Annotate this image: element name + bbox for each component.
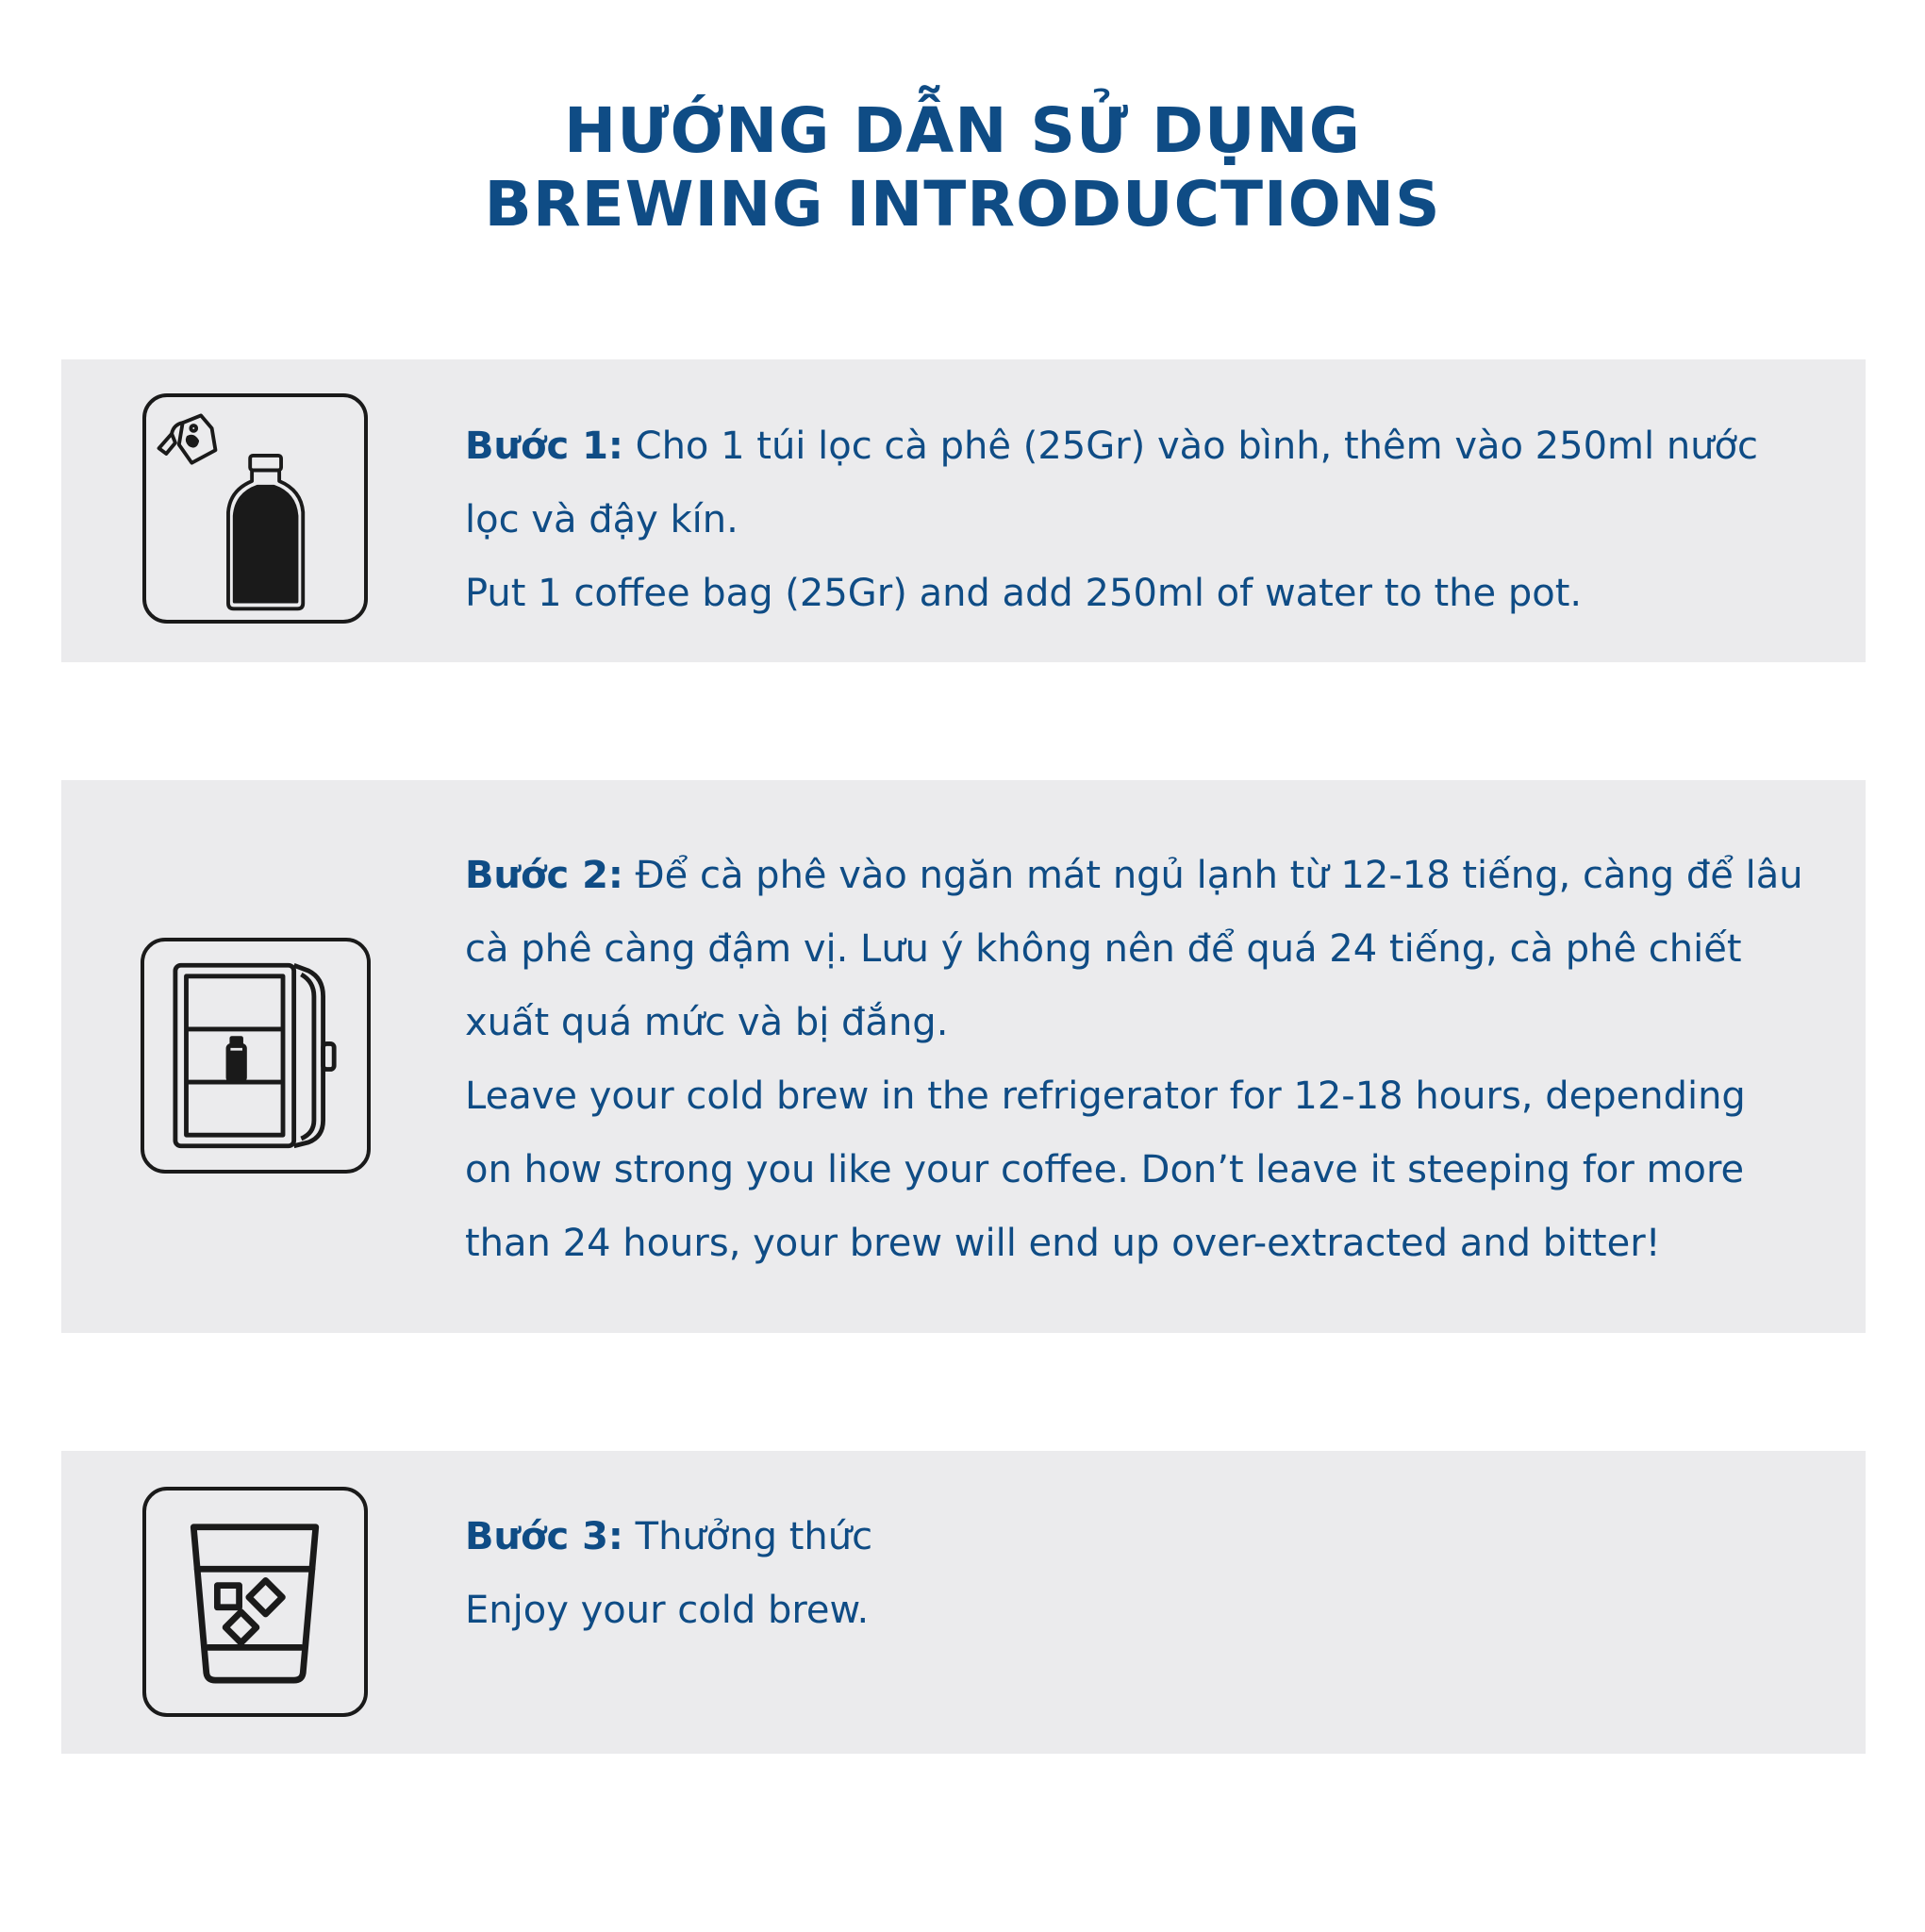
step-2-text-en: Leave your cold brew in the refrigerator for 12-18 hours, depending on how strong you like your coffee. Don’t leave it steeping for more than 24 hours, your brew will end up over-extracted and bitter! <box>465 1074 1746 1265</box>
step-3-label: Bước 3: <box>465 1515 623 1558</box>
step-3-text-en: Enjoy your cold brew. <box>465 1589 870 1632</box>
step-1-vietnamese <box>465 409 1804 557</box>
page-title <box>0 94 1925 242</box>
step-1-text-vi: Cho 1 túi lọc cà phê (25Gr) vào bình, thêm vào 250ml nước lọc và đậy kín. <box>465 425 1758 541</box>
step-3-vietnamese <box>465 1500 1804 1574</box>
step-2-vietnamese <box>465 839 1804 1059</box>
step-2-text-vi: Để cà phê vào ngăn mát ngủ lạnh từ 12-18 tiếng, càng để lâu cà phê càng đậm vị. Lưu ý không nên để quá 24 tiếng, cà phê chiết xuất quá mức và bị đắng. <box>465 854 1803 1044</box>
step-card-3 <box>61 1451 1866 1754</box>
coffee-bag-bottle-icon <box>142 393 368 624</box>
refrigerator-icon <box>141 938 371 1174</box>
iced-drink-icon <box>142 1487 368 1717</box>
step-3-text <box>465 1500 1804 1647</box>
step-2-text <box>465 839 1804 1280</box>
step-card-2 <box>61 780 1866 1333</box>
step-1-text <box>465 409 1804 630</box>
step-2-label: Bước 2: <box>465 854 623 897</box>
title-vietnamese: HƯỚNG DẪN SỬ DỤNG <box>564 94 1361 167</box>
step-1-text-en: Put 1 coffee bag (25Gr) and add 250ml of water to the pot. <box>465 572 1583 615</box>
step-card-1 <box>61 359 1866 662</box>
title-english: BREWING INTRODUCTIONS <box>484 168 1441 241</box>
step-1-label: Bước 1: <box>465 425 623 468</box>
step-3-text-vi: Thưởng thức <box>635 1515 873 1558</box>
